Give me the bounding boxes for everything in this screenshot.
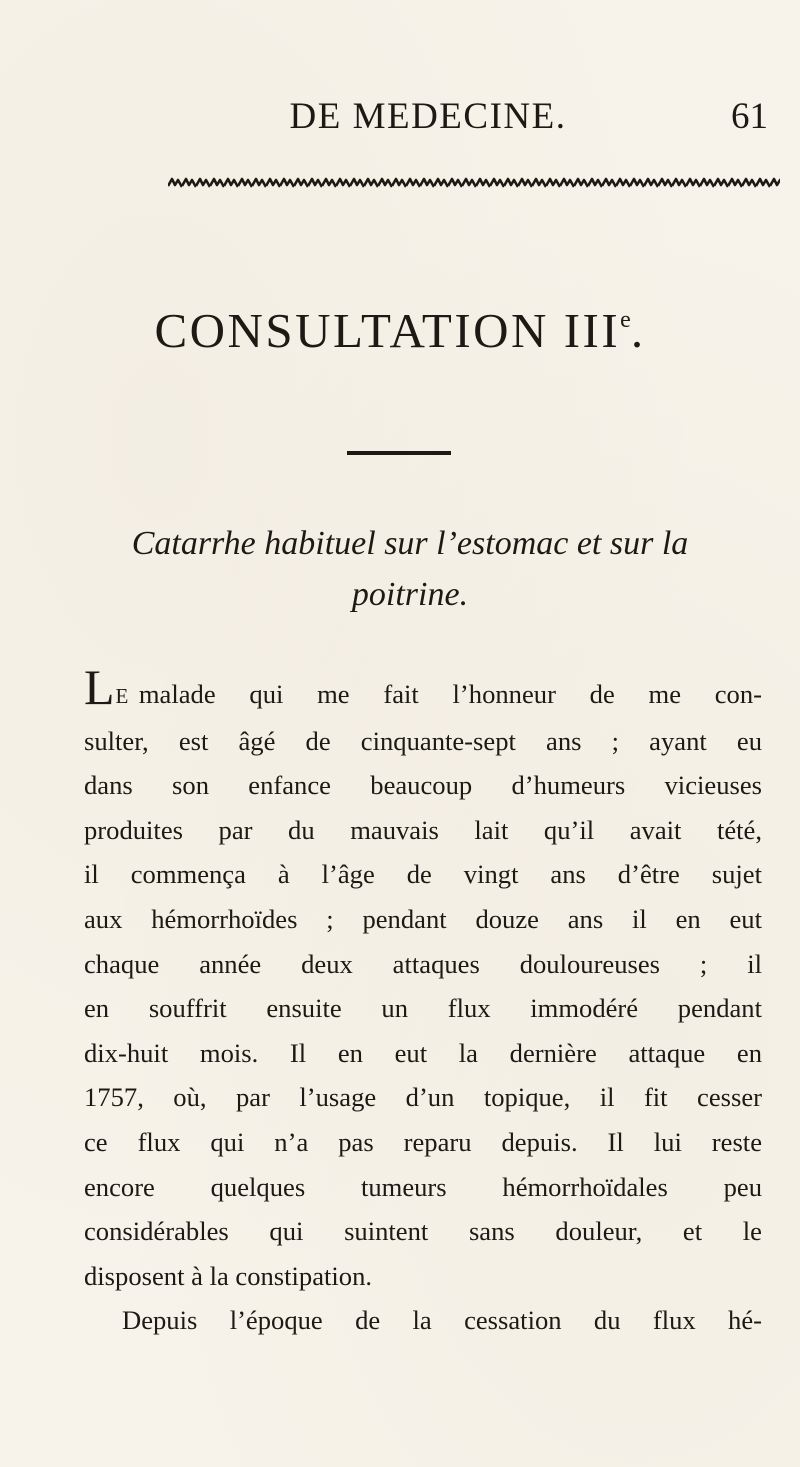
body-line: dix-huit mois. Il en eut la dernière attaque en <box>84 1037 762 1068</box>
subject-line: poitrine. <box>351 576 469 613</box>
body-line: encore quelques tumeurs hémorrhoïdales peu <box>84 1171 762 1202</box>
body-line-text: malade qui me fait l’honneur de me con- <box>138 679 762 709</box>
page-number: 61 <box>731 96 768 137</box>
body-line: ce flux qui n’a pas reparu depuis. Il lui reste <box>84 1126 762 1157</box>
consultation-title <box>0 292 800 359</box>
body-text <box>84 659 800 1343</box>
body-line: 1757, où, par l’usage d’un topique, il fit cesser <box>84 1082 762 1113</box>
title-rule <box>347 451 451 455</box>
body-line: en souffrit ensuite un flux immodéré pendant <box>84 993 762 1024</box>
body-line: disposent à la constipation. <box>84 1260 373 1291</box>
body-line: il commença à l’âge de vingt ans d’être sujet <box>84 859 762 890</box>
body-line: chaque année deux attaques douloureuses ; il <box>84 948 762 979</box>
body-line: considérables qui suintent sans douleur, et le <box>84 1216 762 1247</box>
body-line <box>84 659 762 719</box>
body-line: dans son enfance beaucoup d’humeurs vicieuses <box>84 770 762 801</box>
consultation-title-text: CONSULTATION III <box>154 303 621 358</box>
lead-smallcap: E <box>115 684 129 708</box>
body-line: produites par du mauvais lait qu’il avait tété, <box>84 814 762 845</box>
consultation-title-suffix: e <box>620 307 631 333</box>
drop-cap: L <box>84 659 115 715</box>
body-line: aux hémorrhoïdes ; pendant douze ans il en eut <box>84 903 762 934</box>
running-title: DE MEDECINE. <box>289 96 567 137</box>
subject-line: Catarrhe habituel sur l’estomac et sur la <box>131 525 689 562</box>
body-line: Depuis l’époque de la cessation du flux hé- <box>122 1305 762 1336</box>
running-head <box>88 95 768 139</box>
body-line: sulter, est âgé de cinquante-sept ans ; ayant eu <box>84 725 762 756</box>
subject-heading <box>50 518 770 620</box>
consultation-title-end: . <box>630 303 646 358</box>
ornamental-band <box>168 176 780 190</box>
